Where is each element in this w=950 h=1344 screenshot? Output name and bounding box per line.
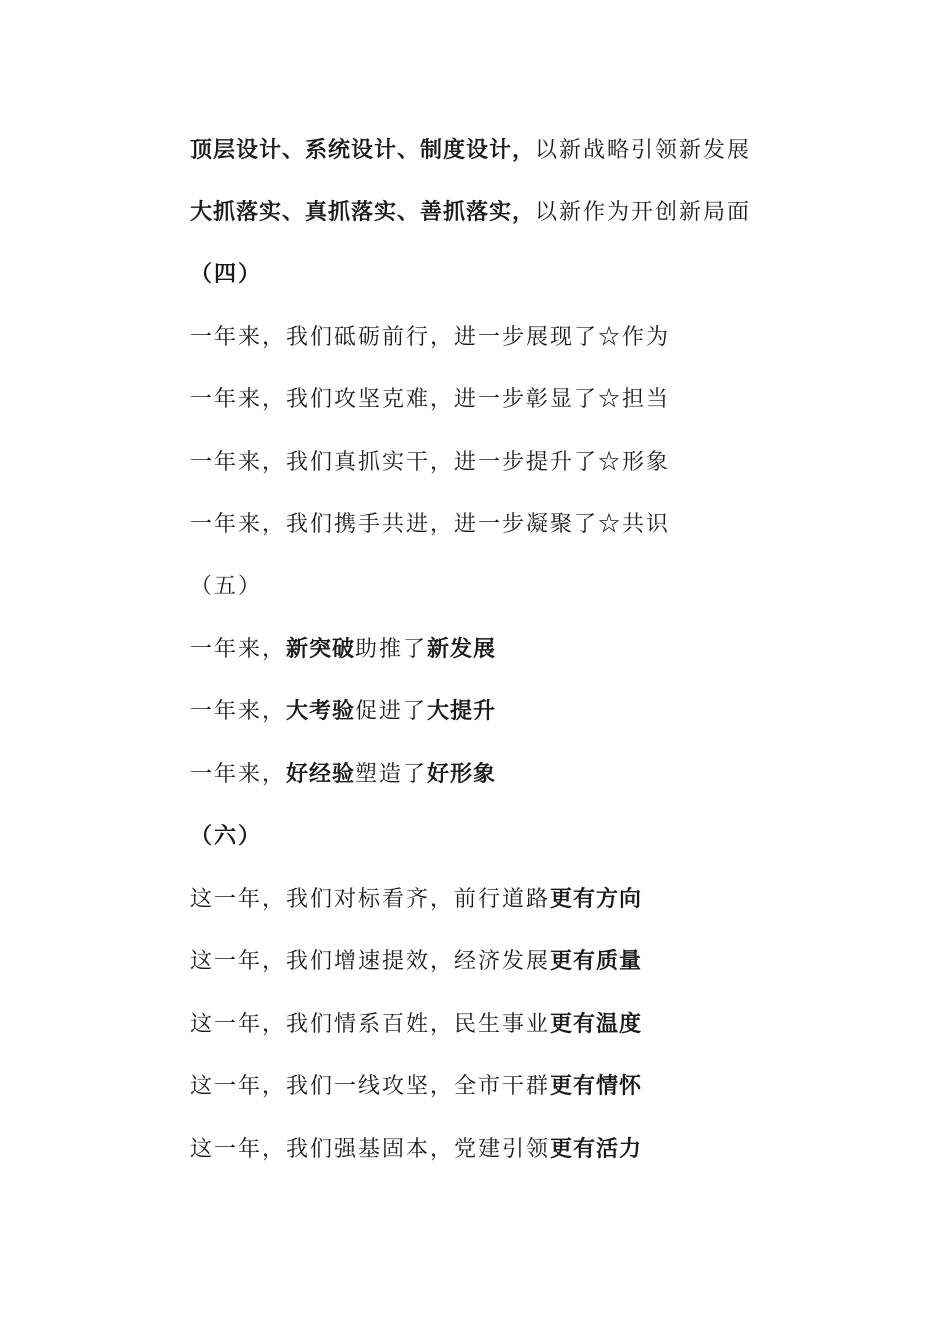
paragraph-line — [190, 198, 751, 228]
bold-phrase: 更有情怀 — [550, 1074, 643, 1099]
paragraph-line — [190, 697, 496, 727]
normal-phrase: 以新战略引领新发展 — [535, 138, 752, 163]
paragraph-line — [190, 1072, 642, 1102]
paragraph-line: 一年来，我们砥砺前行，进一步展现了☆作为 — [190, 325, 671, 350]
bold-phrase: 好形象 — [427, 762, 497, 787]
normal-phrase: 一年来， — [190, 699, 287, 724]
bold-phrase: 新发展 — [427, 637, 497, 662]
normal-phrase: 这一年，我们强基固本，党建引领 — [190, 1137, 551, 1162]
bold-phrase: 更有活力 — [550, 1137, 643, 1162]
section-heading-6: （六） — [190, 824, 263, 849]
normal-phrase: 以新作为开创新局面 — [535, 200, 752, 225]
normal-phrase: 助推了 — [355, 637, 428, 662]
normal-phrase: 塑造了 — [355, 762, 428, 787]
bold-phrase: 新突破 — [286, 637, 356, 662]
bold-phrase: 大抓落实、真抓落实、善抓落实， — [190, 200, 536, 225]
paragraph-line — [190, 1010, 642, 1040]
bold-phrase: 大提升 — [427, 699, 497, 724]
section-heading-5: （五） — [190, 574, 263, 599]
normal-phrase: 促进了 — [355, 699, 428, 724]
section-heading-4: （四） — [190, 262, 263, 287]
paragraph-line: 一年来，我们真抓实干，进一步提升了☆形象 — [190, 450, 671, 475]
bold-phrase: 更有方向 — [550, 887, 643, 912]
normal-phrase: 这一年，我们情系百姓，民生事业 — [190, 1012, 551, 1037]
paragraph-line: 一年来，我们携手共进，进一步凝聚了☆共识 — [190, 512, 671, 537]
bold-phrase: 更有温度 — [550, 1012, 643, 1037]
bold-phrase: 好经验 — [286, 762, 356, 787]
normal-phrase: 一年来， — [190, 762, 287, 787]
bold-phrase: 大考验 — [286, 699, 356, 724]
paragraph-line — [190, 635, 496, 665]
normal-phrase: 这一年，我们增速提效，经济发展 — [190, 949, 551, 974]
normal-phrase: 这一年，我们对标看齐，前行道路 — [190, 887, 551, 912]
paragraph-line: 一年来，我们攻坚克难，进一步彰显了☆担当 — [190, 387, 671, 412]
bold-phrase: 更有质量 — [550, 949, 643, 974]
paragraph-line — [190, 1135, 642, 1165]
normal-phrase: 这一年，我们一线攻坚，全市干群 — [190, 1074, 551, 1099]
bold-phrase: 顶层设计、系统设计、制度设计， — [190, 138, 536, 163]
paragraph-line — [190, 760, 496, 790]
paragraph-line — [190, 885, 642, 915]
paragraph-line — [190, 947, 642, 977]
normal-phrase: 一年来， — [190, 637, 287, 662]
paragraph-line — [190, 136, 751, 166]
